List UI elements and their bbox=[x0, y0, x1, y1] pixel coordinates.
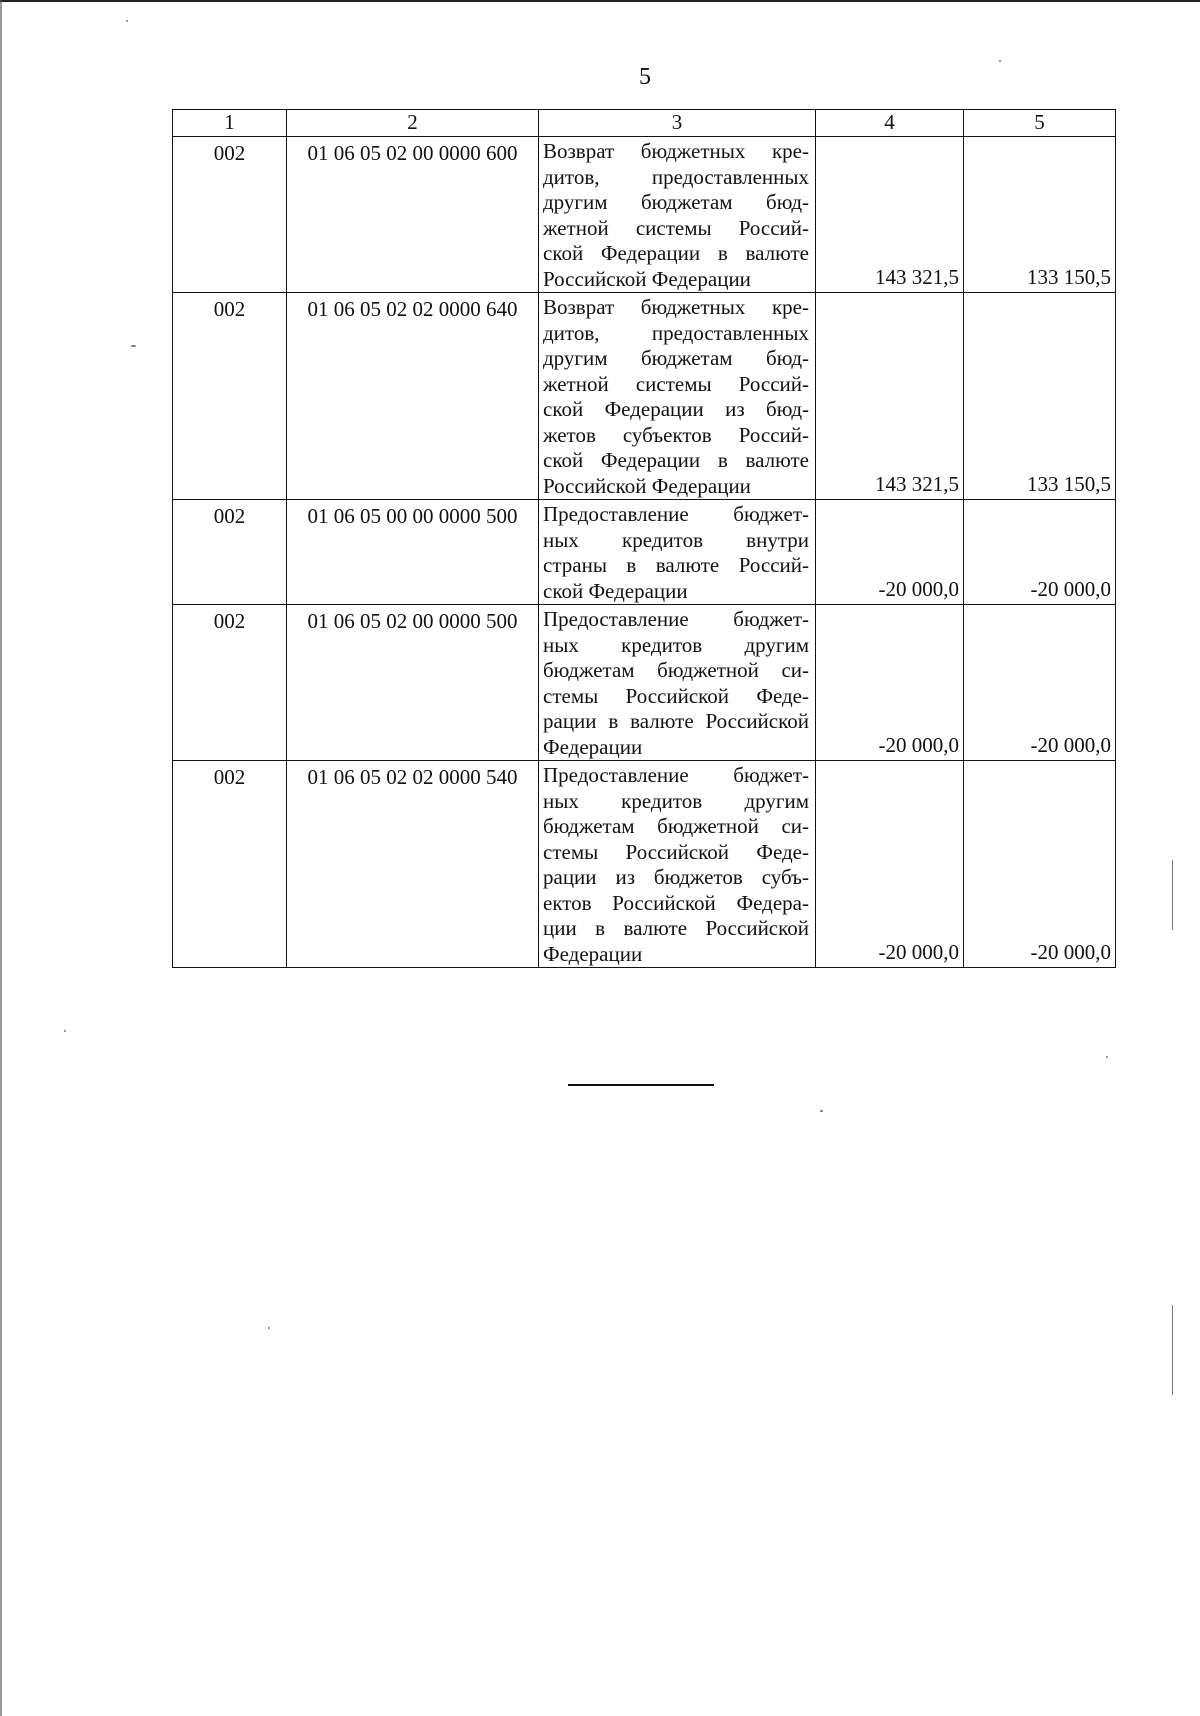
cell-amount-col-5: 133 150,5 bbox=[964, 137, 1116, 293]
header-row bbox=[173, 110, 1116, 137]
header-col-4: 4 bbox=[816, 110, 964, 137]
scan-speck bbox=[999, 60, 1001, 62]
cell-description bbox=[539, 293, 816, 500]
cell-description bbox=[539, 605, 816, 761]
description-line: Федерации bbox=[543, 734, 643, 759]
description-line: ных кредитов другим bbox=[543, 632, 809, 657]
description-line: стемы Российской Феде- bbox=[543, 683, 809, 708]
cell-amount-col-5: -20 000,0 bbox=[964, 605, 1116, 761]
cell-col-1: 002 bbox=[173, 137, 287, 293]
scan-speck bbox=[1106, 1056, 1108, 1058]
cell-budget-code: 01 06 05 02 00 0000 500 bbox=[287, 605, 539, 761]
description-line: ных кредитов внутри bbox=[543, 527, 809, 552]
cell-budget-code: 01 06 05 00 00 0000 500 bbox=[287, 500, 539, 605]
cell-col-1: 002 bbox=[173, 293, 287, 500]
header-col-2: 2 bbox=[287, 110, 539, 137]
header-col-1: 1 bbox=[173, 110, 287, 137]
page-number: 5 bbox=[639, 64, 651, 90]
description-line: ской Федерации в валюте bbox=[543, 241, 809, 265]
description-line: Российской Федерации bbox=[543, 266, 751, 291]
cell-budget-code: 01 06 05 02 00 0000 600 bbox=[287, 137, 539, 293]
cell-amount-col-5: -20 000,0 bbox=[964, 500, 1116, 605]
description-line: стемы Российской Феде- bbox=[543, 839, 809, 864]
table-row bbox=[173, 500, 1116, 605]
description-line: ской Федерации в валюте bbox=[543, 448, 809, 472]
budget-table bbox=[172, 109, 1116, 968]
description-line: страны в валюте Россий- bbox=[543, 553, 809, 577]
description-line: рации в валюте Российской bbox=[543, 709, 809, 733]
cell-budget-code: 01 06 05 02 02 0000 540 bbox=[287, 761, 539, 968]
description-line: Предоставление бюджет- bbox=[543, 607, 809, 631]
table-row bbox=[173, 605, 1116, 761]
description-line: жетов субъектов Россий- bbox=[543, 422, 809, 447]
description-line: бюджетам бюджетной си- bbox=[543, 658, 809, 682]
description-line: жетной системы Россий- bbox=[543, 371, 809, 396]
scan-edge-left bbox=[0, 0, 2, 1716]
description-line: дитов, предоставленных bbox=[543, 320, 809, 345]
scan-speck bbox=[820, 1110, 823, 1112]
description-line: другим бюджетам бюд- bbox=[543, 190, 809, 214]
cell-amount-col-4: -20 000,0 bbox=[816, 761, 964, 968]
description-line: ской Федерации из бюд- bbox=[543, 397, 809, 421]
scan-speck bbox=[131, 345, 136, 347]
cell-amount-col-5: -20 000,0 bbox=[964, 761, 1116, 968]
scan-speck bbox=[1172, 1305, 1173, 1395]
description-line: Российской Федерации bbox=[543, 473, 751, 498]
cell-description bbox=[539, 761, 816, 968]
header-col-3: 3 bbox=[539, 110, 816, 137]
table-row bbox=[173, 293, 1116, 500]
description-line: дитов, предоставленных bbox=[543, 164, 809, 189]
scan-speck bbox=[1172, 860, 1173, 930]
description-line: рации из бюджетов субъ- bbox=[543, 865, 809, 889]
description-line: ской Федерации bbox=[543, 578, 688, 603]
cell-col-1: 002 bbox=[173, 605, 287, 761]
cell-budget-code: 01 06 05 02 02 0000 640 bbox=[287, 293, 539, 500]
scan-speck bbox=[268, 1327, 270, 1329]
cell-description bbox=[539, 500, 816, 605]
description-line: Предоставление бюджет- bbox=[543, 763, 809, 787]
description-line: ции в валюте Российской bbox=[543, 916, 809, 940]
header-col-5: 5 bbox=[964, 110, 1116, 137]
scan-speck bbox=[64, 1030, 66, 1032]
cell-description bbox=[539, 137, 816, 293]
cell-amount-col-4: 143 321,5 bbox=[816, 293, 964, 500]
table-row bbox=[173, 137, 1116, 293]
description-line: бюджетам бюджетной си- bbox=[543, 814, 809, 838]
cell-amount-col-4: 143 321,5 bbox=[816, 137, 964, 293]
table-row bbox=[173, 761, 1116, 968]
description-line: другим бюджетам бюд- bbox=[543, 346, 809, 370]
cell-amount-col-4: -20 000,0 bbox=[816, 605, 964, 761]
cell-col-1: 002 bbox=[173, 500, 287, 605]
description-line: Возврат бюджетных кре- bbox=[543, 139, 809, 163]
table-body bbox=[173, 137, 1116, 968]
cell-amount-col-5: 133 150,5 bbox=[964, 293, 1116, 500]
description-line: Возврат бюджетных кре- bbox=[543, 295, 809, 319]
description-line: Предоставление бюджет- bbox=[543, 502, 809, 526]
description-line: ектов Российской Федера- bbox=[543, 890, 809, 915]
description-line: ных кредитов другим bbox=[543, 788, 809, 813]
cell-amount-col-4: -20 000,0 bbox=[816, 500, 964, 605]
scan-speck bbox=[126, 20, 128, 22]
description-line: жетной системы Россий- bbox=[543, 215, 809, 240]
cell-col-1: 002 bbox=[173, 761, 287, 968]
scan-edge-top bbox=[0, 0, 1200, 2]
description-line: Федерации bbox=[543, 941, 643, 966]
closing-rule bbox=[568, 1084, 714, 1086]
